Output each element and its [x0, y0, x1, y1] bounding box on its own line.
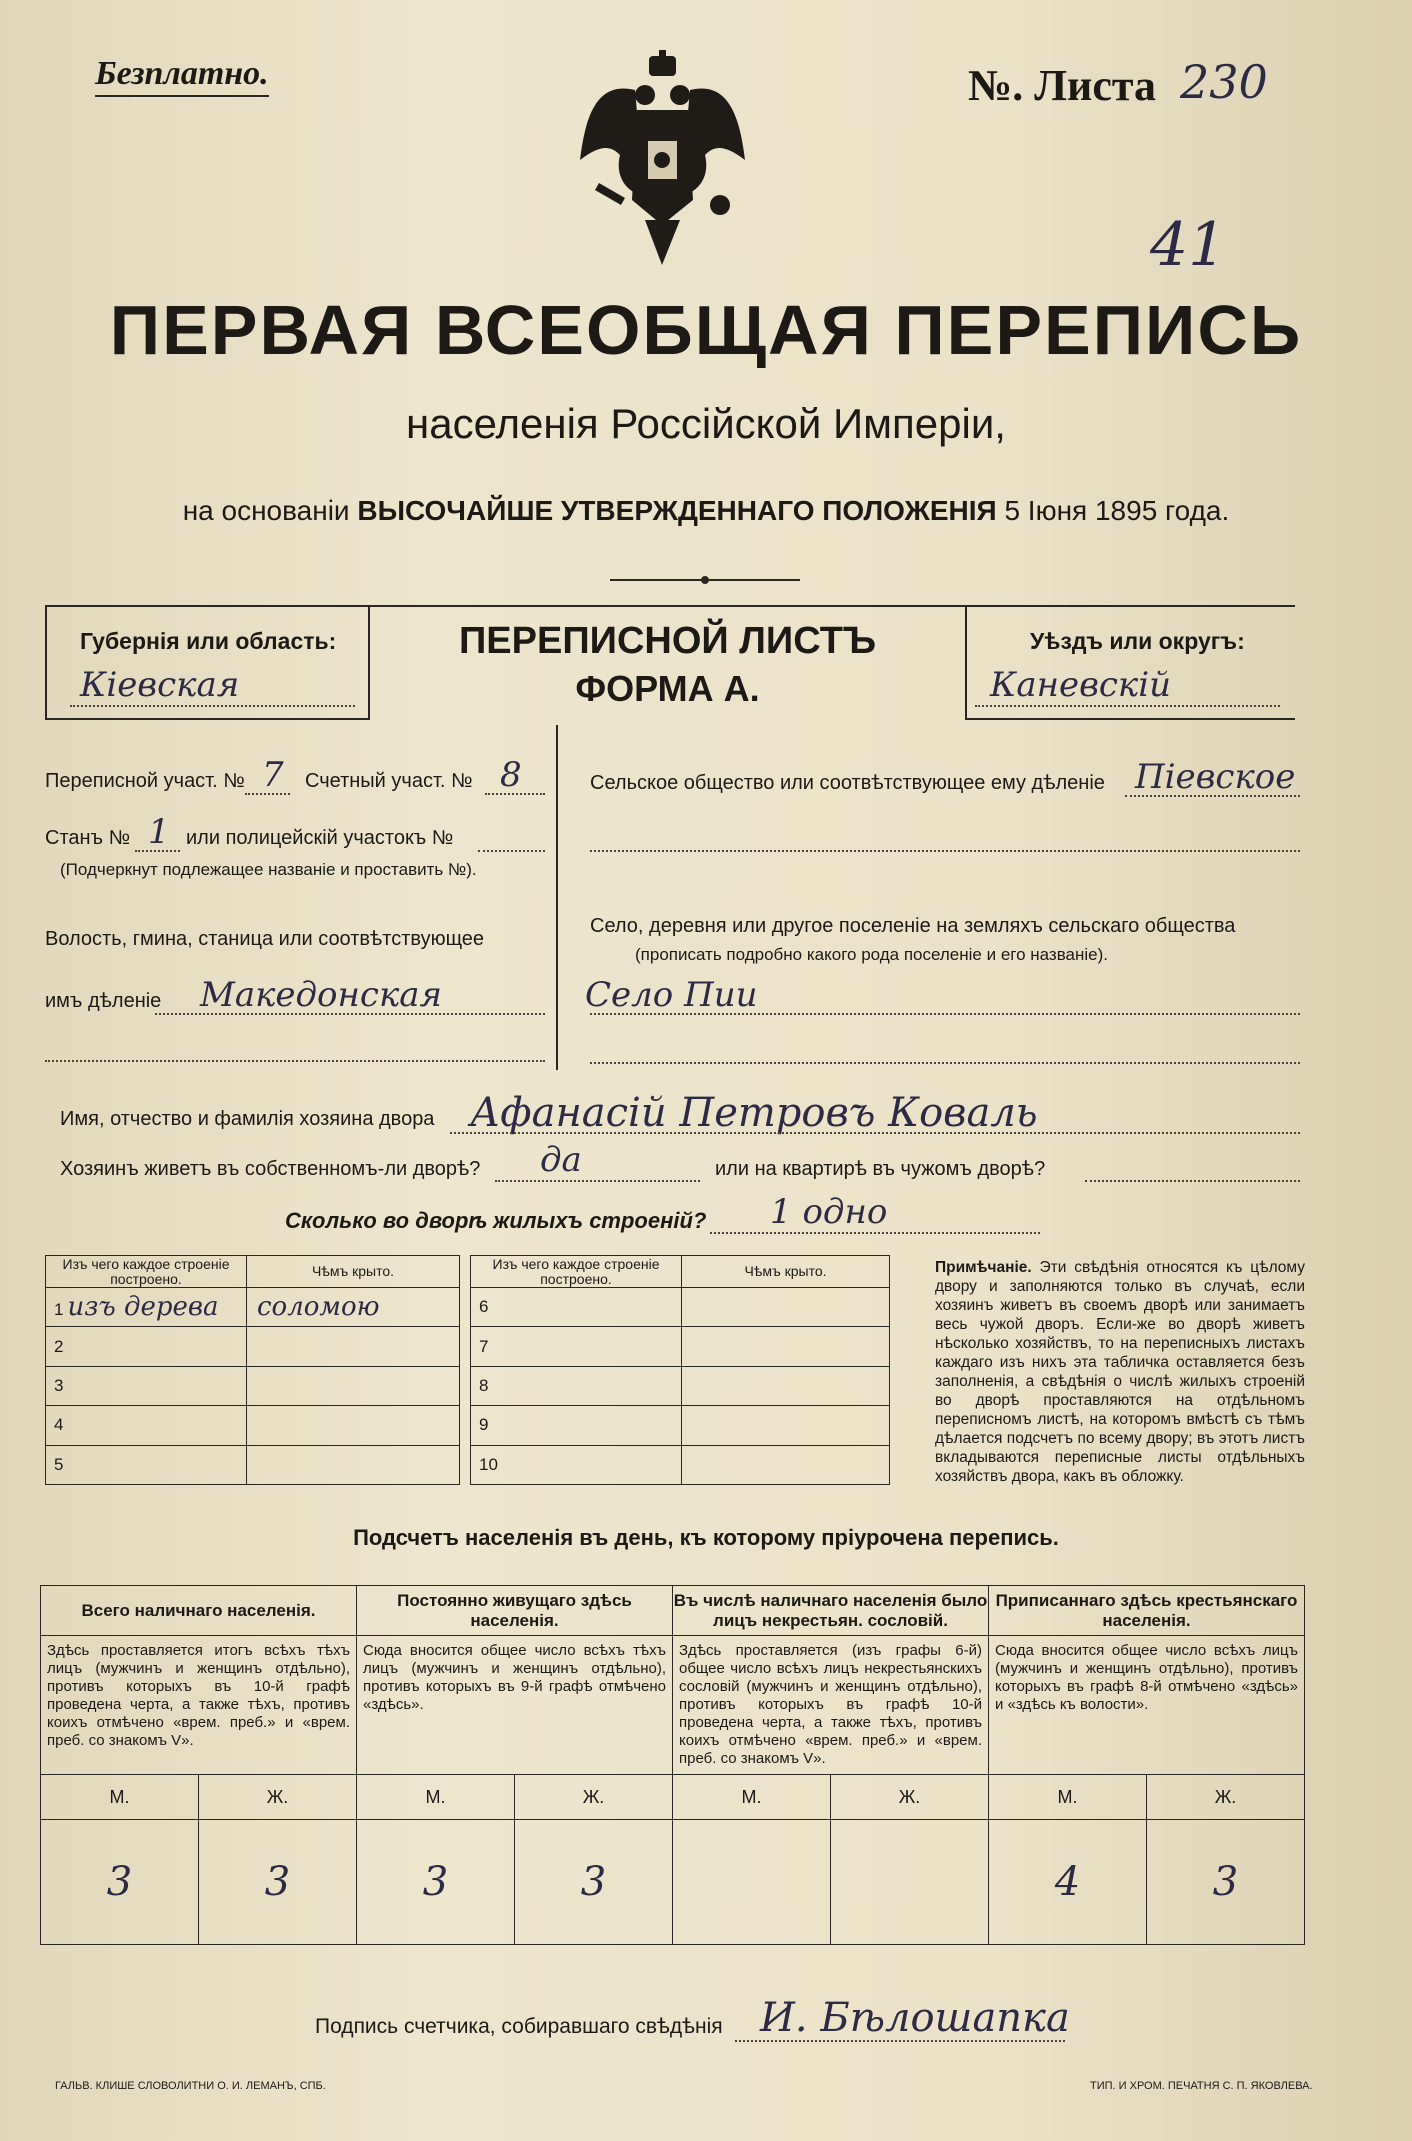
- table-row: 6: [471, 1288, 682, 1327]
- table-row: 8: [471, 1366, 682, 1405]
- free-label: Безплатно.: [95, 55, 269, 97]
- village-value: Село Пии: [585, 975, 758, 1015]
- volost-label-2: имъ дѣленіе: [45, 990, 162, 1012]
- roof-cell: [682, 1288, 890, 1327]
- col-built-of: Изъ чего каждое строеніе построено.: [471, 1256, 682, 1288]
- table-row: 9: [471, 1406, 682, 1445]
- society-value: Піевское: [1135, 757, 1296, 797]
- pop-col-title: Всего наличнаго населенія.: [41, 1586, 357, 1636]
- roof-cell: [682, 1445, 890, 1484]
- pop-col-desc: Здѣсь проставляется итогъ всѣхъ тѣхъ лицъ (мужчинъ и женщинъ отдѣльно), противъ которыхъ въ 10-й графѣ проведена черта, а также тѣхъ, противъ коихъ отмѣчено «врем. преб.» и «врем. преб. со знакомъ V».: [41, 1636, 357, 1775]
- pop-col-desc: Сюда вносится общее число всѣхъ лицъ (мужчинъ и женщинъ отдѣльно), противъ которыхъ въ графѣ 8-й отмѣчено «здѣсь» и «здѣсь къ волости».: [989, 1636, 1305, 1775]
- male-header: М.: [989, 1775, 1147, 1820]
- female-count: 3: [199, 1820, 357, 1945]
- village-label: Село, деревня или другое поселеніе на земляхъ сельскаго общества: [590, 915, 1236, 937]
- female-header: Ж.: [831, 1775, 989, 1820]
- roof-cell: [247, 1445, 460, 1484]
- buildings-table-left: [45, 1255, 460, 1485]
- population-heading: Подсчетъ населенія въ день, къ которому пріурочена перепись.: [353, 1525, 1059, 1550]
- female-count: [831, 1820, 989, 1945]
- male-header: М.: [673, 1775, 831, 1820]
- pop-col-title: Постоянно живущаго здѣсь населенія.: [357, 1586, 673, 1636]
- roof-cell: соломою: [247, 1288, 460, 1327]
- male-count: [673, 1820, 831, 1945]
- male-count: 3: [357, 1820, 515, 1945]
- female-header: Ж.: [199, 1775, 357, 1820]
- col-built-of: Изъ чего каждое строеніе построено.: [46, 1256, 247, 1288]
- underline-note: (Подчеркнут подлежащее названіе и проставить №).: [60, 860, 477, 879]
- table-row: 3: [46, 1366, 247, 1405]
- buildings-label: Сколько во дворѣ жилыхъ строеній?: [285, 1208, 707, 1233]
- form-subtitle: ФОРМА А.: [575, 668, 760, 709]
- male-header: М.: [41, 1775, 199, 1820]
- male-count: 4: [989, 1820, 1147, 1945]
- count-area-value: 8: [500, 755, 522, 795]
- female-count: 3: [1147, 1820, 1305, 1945]
- district-label: Уѣздъ или округъ:: [1030, 628, 1245, 654]
- note-lead: Примѣчаніе.: [935, 1259, 1032, 1276]
- roof-cell: [247, 1366, 460, 1405]
- village-note: (прописать подробно какого рода поселеніе и его названіе).: [635, 945, 1109, 964]
- table-row: 10: [471, 1445, 682, 1484]
- roof-cell: [682, 1406, 890, 1445]
- table-row: 7: [471, 1327, 682, 1366]
- pop-col-title: Въ числѣ наличнаго населенія было лицъ некрестьян. сословій.: [673, 1586, 989, 1636]
- pop-col-desc: Здѣсь проставляется (изъ графы 6-й) общее число всѣхъ лицъ некрестьянскихъ сословій (мужчинъ и женщинъ отдѣльно), противъ которыхъ въ графѣ 10-й проведена черта, а также тѣхъ, противъ коихъ отмѣчено «врем. преб.» и «врем. преб. со знакомъ V».: [673, 1636, 989, 1775]
- col-roofed: Чѣмъ крыто.: [682, 1256, 890, 1288]
- double-headed-eagle-icon: [575, 50, 750, 275]
- volost-value: Македонская: [200, 975, 443, 1015]
- ornament-divider: [610, 572, 800, 582]
- police-label: или полицейскій участокъ №: [186, 827, 454, 849]
- male-header: М.: [357, 1775, 515, 1820]
- lives-own-label: Хозяинъ живетъ въ собственномъ-ли дворѣ?: [60, 1158, 481, 1180]
- col-roofed: Чѣмъ крыто.: [247, 1256, 460, 1288]
- table-row: 4: [46, 1406, 247, 1445]
- stan-label: Станъ №: [45, 827, 131, 849]
- roof-cell: [247, 1406, 460, 1445]
- female-header: Ж.: [515, 1775, 673, 1820]
- table-row: 5: [46, 1445, 247, 1484]
- footer-left: ГАЛЬВ. КЛИШЕ СЛОВОЛИТНИ О. И. ЛЕМАНЪ, СПБ.: [55, 2080, 326, 2092]
- owner-name-value: Афанасій Петровъ Коваль: [470, 1090, 1038, 1136]
- volost-label: Волость, гмина, станица или соотвѣтствующее: [45, 928, 485, 950]
- owner-name-label: Имя, отчество и фамилія хозяина двора: [60, 1108, 435, 1130]
- pop-col-title: Приписаннаго здѣсь крестьянскаго населенія.: [989, 1586, 1305, 1636]
- district-value: Каневскій: [990, 665, 1172, 705]
- basis-date: 5 Іюня 1895 года.: [1004, 495, 1230, 526]
- stan-value: 1: [148, 812, 170, 852]
- female-header: Ж.: [1147, 1775, 1305, 1820]
- table-row: 1 изъ дерева: [46, 1288, 247, 1327]
- note: [935, 1258, 1305, 1486]
- lives-other-label: или на квартирѣ въ чужомъ дворѣ?: [715, 1158, 1046, 1180]
- basis-caps: ВЫСОЧАЙШЕ УТВЕРЖДЕННАГО ПОЛОЖЕНІЯ: [357, 495, 997, 526]
- sheet-number-value: 230: [1180, 55, 1268, 109]
- society-label: Сельское общество или соотвѣтствующее ему дѣленіе: [590, 772, 1105, 794]
- province-label: Губернія или область:: [80, 628, 337, 654]
- count-area-label: Счетный участ. №: [305, 770, 473, 792]
- basis-line: [0, 495, 1412, 527]
- buildings-table-right: [470, 1255, 890, 1485]
- signature-value: И. Бѣлошапка: [760, 1995, 1070, 2041]
- table-row: 2: [46, 1327, 247, 1366]
- basis-prefix: на основаніи: [182, 495, 350, 526]
- corner-number: 41: [1150, 210, 1227, 280]
- page-title: ПЕРВАЯ ВСЕОБЩАЯ ПЕРЕПИСЬ: [109, 291, 1303, 369]
- signature-label: Подпись счетчика, собиравшаго свѣдѣнія: [315, 2015, 723, 2038]
- buildings-value: 1 одно: [770, 1192, 888, 1232]
- roof-cell: [247, 1327, 460, 1366]
- pop-col-desc: Сюда вносится общее число всѣхъ тѣхъ лицъ (мужчинъ и женщинъ отдѣльно), противъ которыхъ въ 9-й графѣ отмѣчено «здѣсь».: [357, 1636, 673, 1775]
- footer-right: ТИП. И ХРОМ. ПЕЧАТНЯ С. П. ЯКОВЛЕВА.: [1090, 2080, 1313, 2092]
- lives-own-value: да: [540, 1140, 582, 1180]
- province-value: Кіевская: [80, 665, 240, 705]
- page-subtitle: населенія Россійской Имперіи,: [406, 400, 1006, 447]
- census-area-label: Переписной участ. №: [45, 770, 245, 792]
- census-area-value: 7: [262, 755, 284, 795]
- form-title: ПЕРЕПИСНОЙ ЛИСТЪ: [458, 620, 877, 662]
- sheet-number-label: №. Листа: [968, 61, 1157, 110]
- female-count: 3: [515, 1820, 673, 1945]
- roof-cell: [682, 1327, 890, 1366]
- population-table: [40, 1585, 1305, 1945]
- male-count: 3: [41, 1820, 199, 1945]
- note-text: Эти свѣдѣнія относятся къ цѣлому двору и заполняются только въ случаѣ, если хозяинъ живетъ въ своемъ дворѣ или занимаетъ весь чужой дворъ. Если-же во дворѣ живетъ нѣсколько хозяйствъ, то на переписныхъ листахъ каждаго изъ нихъ эта табличка оставляется безъ заполненія, а свѣдѣнія о числѣ жилыхъ строеній во дворѣ проставляются на отдѣльномъ переписномъ листѣ, на которомъ вмѣстѣ съ тѣмъ дѣлается подсчетъ по всему двору; въ этотъ листъ вкладываются переписные листы отдѣльныхъ хозяйствъ двора, какъ въ обложку.: [935, 1259, 1305, 1485]
- roof-cell: [682, 1366, 890, 1405]
